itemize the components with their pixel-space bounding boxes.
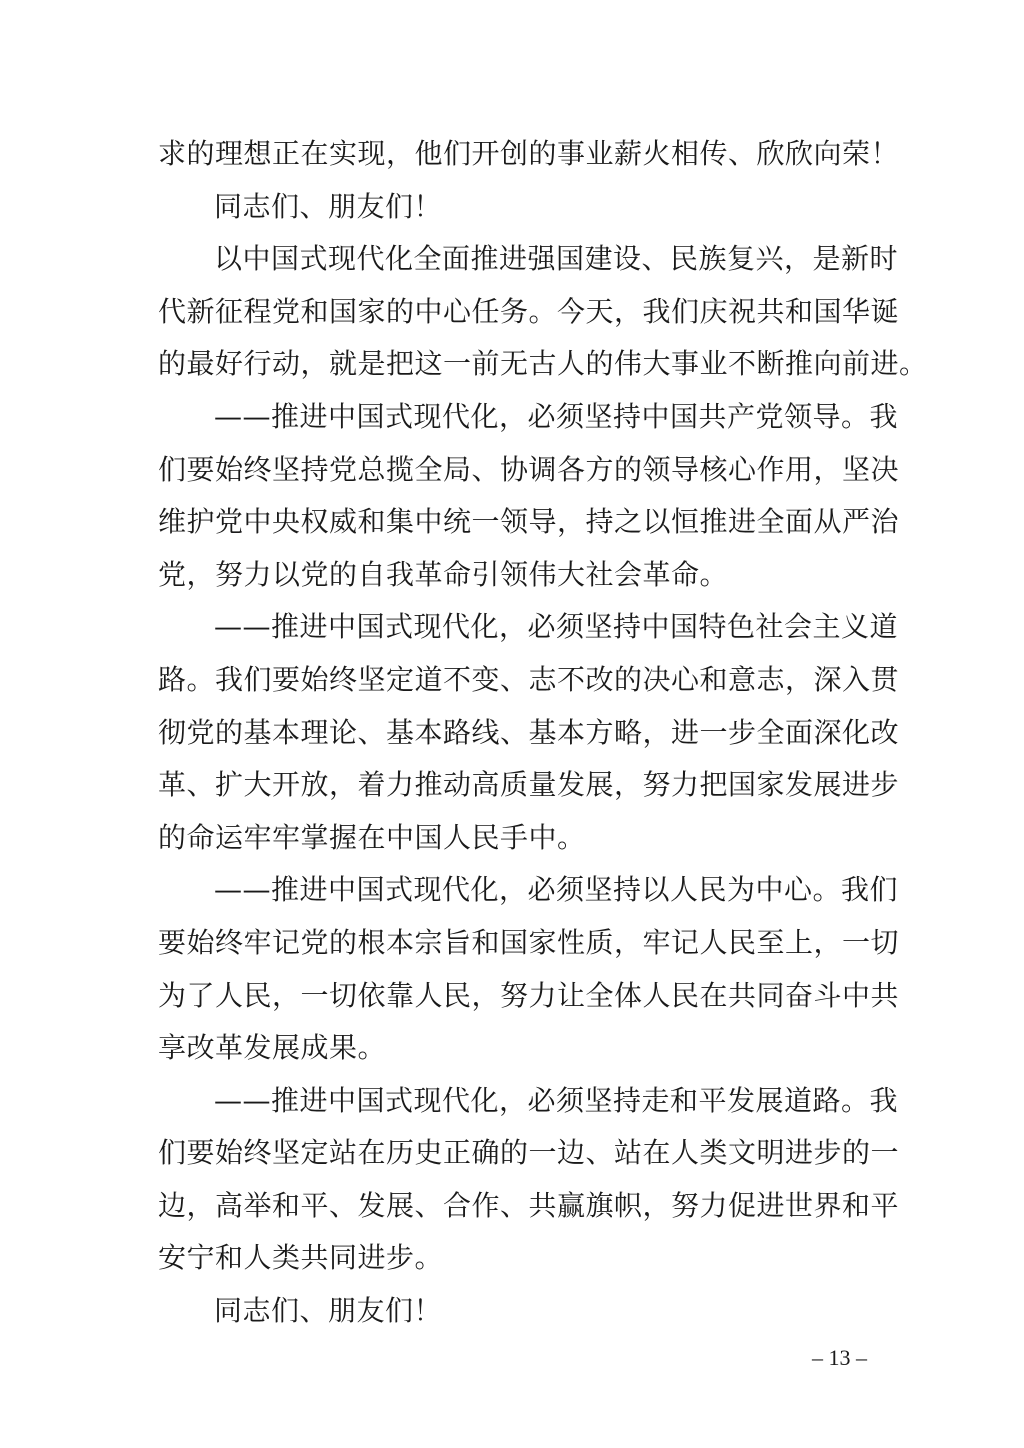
- text-line: ——推进中国式现代化，必须坚持走和平发展道路。我: [214, 1083, 899, 1117]
- text-line: 代新征程党和国家的中心任务。今天，我们庆祝共和国华诞: [158, 294, 900, 328]
- text-line: 们要始终坚定站在历史正确的一边、站在人类文明进步的一: [158, 1136, 900, 1170]
- text-line: 以中国式现代化全面推进强国建设、民族复兴，是新时: [214, 242, 899, 276]
- text-line: 们要始终坚持党总揽全局、协调各方的领导核心作用，坚决: [158, 452, 900, 486]
- text-line: 为了人民，一切依靠人民，努力让全体人民在共同奋斗中共: [158, 978, 900, 1012]
- page-number: – 13 –: [812, 1345, 867, 1370]
- text-line: 同志们、朋友们！: [214, 1294, 443, 1328]
- text-line: ——推进中国式现代化，必须坚持中国特色社会主义道: [214, 610, 899, 644]
- text-line: 党，努力以党的自我革命引领伟大社会革命。: [158, 557, 729, 591]
- text-line: 彻党的基本理论、基本路线、基本方略，进一步全面深化改: [158, 715, 900, 749]
- text-line: 安宁和人类共同进步。: [158, 1241, 444, 1275]
- text-line: 享改革发展成果。: [158, 1031, 387, 1065]
- text-line: 同志们、朋友们！: [214, 189, 443, 223]
- text-line: 的最好行动，就是把这一前无古人的伟大事业不断推向前进。: [158, 347, 928, 381]
- text-line: 要始终牢记党的根本宗旨和国家性质，牢记人民至上，一切: [158, 925, 900, 959]
- text-line: ——推进中国式现代化，必须坚持以人民为中心。我们: [214, 873, 899, 907]
- text-line: 维护党中央权威和集中统一领导，持之以恒推进全面从严治: [158, 505, 900, 539]
- text-line: 求的理想正在实现，他们开创的事业薪火相传、欣欣向荣！: [158, 137, 900, 170]
- text-line: 革、扩大开放，着力推动高质量发展，努力把国家发展进步: [158, 768, 900, 802]
- body-text: [158, 128, 928, 1338]
- text-line: 边，高举和平、发展、合作、共赢旗帜，努力促进世界和平: [158, 1188, 900, 1222]
- text-line: ——推进中国式现代化，必须坚持中国共产党领导。我: [214, 399, 899, 433]
- text-line: 的命运牢牢掌握在中国人民手中。: [158, 820, 586, 854]
- text-line: 路。我们要始终坚定道不变、志不改的决心和意志，深入贯: [158, 662, 900, 696]
